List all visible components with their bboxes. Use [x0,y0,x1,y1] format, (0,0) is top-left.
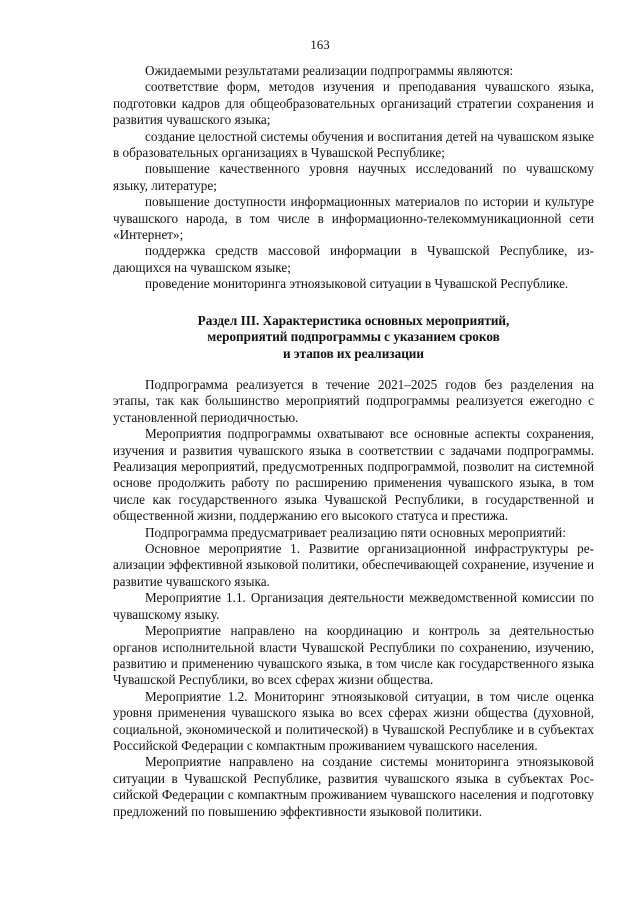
paragraph: Мероприятие 1.2. Мониторинг этноязыковой ситуации, в том числе оценка уровня применения чувашского языка во всех сферах жизни общества (духовной, социальной, экономической и политической) в Чувашской Республике и в субъектах Российской Федерации с компактным проживанием чувашского населения. [113,688,594,753]
paragraph: поддержка средств массовой информации в Чувашской Республике, издающихся на чувашском языке; [113,243,594,275]
paragraph: повышение доступности информационных материалов по истории и культуре чувашского народа, в том числе в информационно-телекоммуникационной сети «Интернет»; [113,194,594,243]
section-heading-line: и этапов их реализации [282,345,424,361]
paragraph: Основное мероприятие 1. Развитие организационной инфраструктуры реализации эффективной языковой политики, обеспечивающей сохранение, изучение и развитие чувашского языка. [113,541,594,589]
paragraph: соответствие форм, методов изучения и преподавания чувашского языка, подготовки кадров для общеобразовательных организаций стратегии сохранения и развития чувашского языка; [113,79,594,128]
paragraph: создание целостной системы обучения и воспитания детей на чувашском языке в образовательных организациях в Чувашской Республике; [113,128,594,161]
paragraph: Мероприятия подпрограммы охватывают все основные аспекты сохранения, изучения и развития чувашского языка в соответствии с задачами подпрограммы. Реализация мероприятий, предусмотренных подпрограммой, позволит на системной основе продолжить работу по расширению применения чувашского языка, в том числе как государственного языка Чувашской Республики, в государственной и общественной жизни, поддержанию его высокого статуса и престижа. [113,426,594,524]
paragraph: Мероприятие направлено на создание системы мониторинга этноязыковой ситуации в Чувашской Республике, развития чувашского языка в субъектах Российской Федерации с компактным проживанием чувашского населения и подготовку предложений по повышению эффективности языковой политики. [113,754,594,819]
expected-results-block [113,63,594,293]
section-body-block [113,377,594,820]
paragraph: Мероприятие направлено на координацию и контроль за деятельностью органов исполнительной власти Чувашской Республики по сохранению, изучению, развитию и применению чувашского языка, в том числе как государственного языка Чувашской Республики, во всех сферах жизни общества. [113,623,594,688]
paragraph: Ожидаемыми результатами реализации подпрограммы являются: [145,63,514,78]
section-heading-line: мероприятий подпрограммы с указанием сроков [207,329,500,345]
paragraph: повышение качественного уровня научных исследований по чувашскому языку, литературе; [113,161,594,193]
section-heading [113,313,594,362]
section-heading-line: Раздел III. Характеристика основных мероприятий, [197,313,510,328]
paragraph: Мероприятие 1.1. Организация деятельности межведомственной комиссии по чувашскому языку. [113,590,594,622]
paragraph: Подпрограмма предусматривает реализацию пяти основных мероприятий: [145,524,566,540]
paragraph: проведение мониторинга этноязыковой ситуации в Чувашской Республике. [145,276,569,292]
paragraph: Подпрограмма реализуется в течение 2021–2025 годов без разделения на этапы, так как большинство мероприятий подпрограммы реализуется ежегодно с установленной периодичностью. [113,377,594,425]
page-number: 163 [310,37,330,52]
